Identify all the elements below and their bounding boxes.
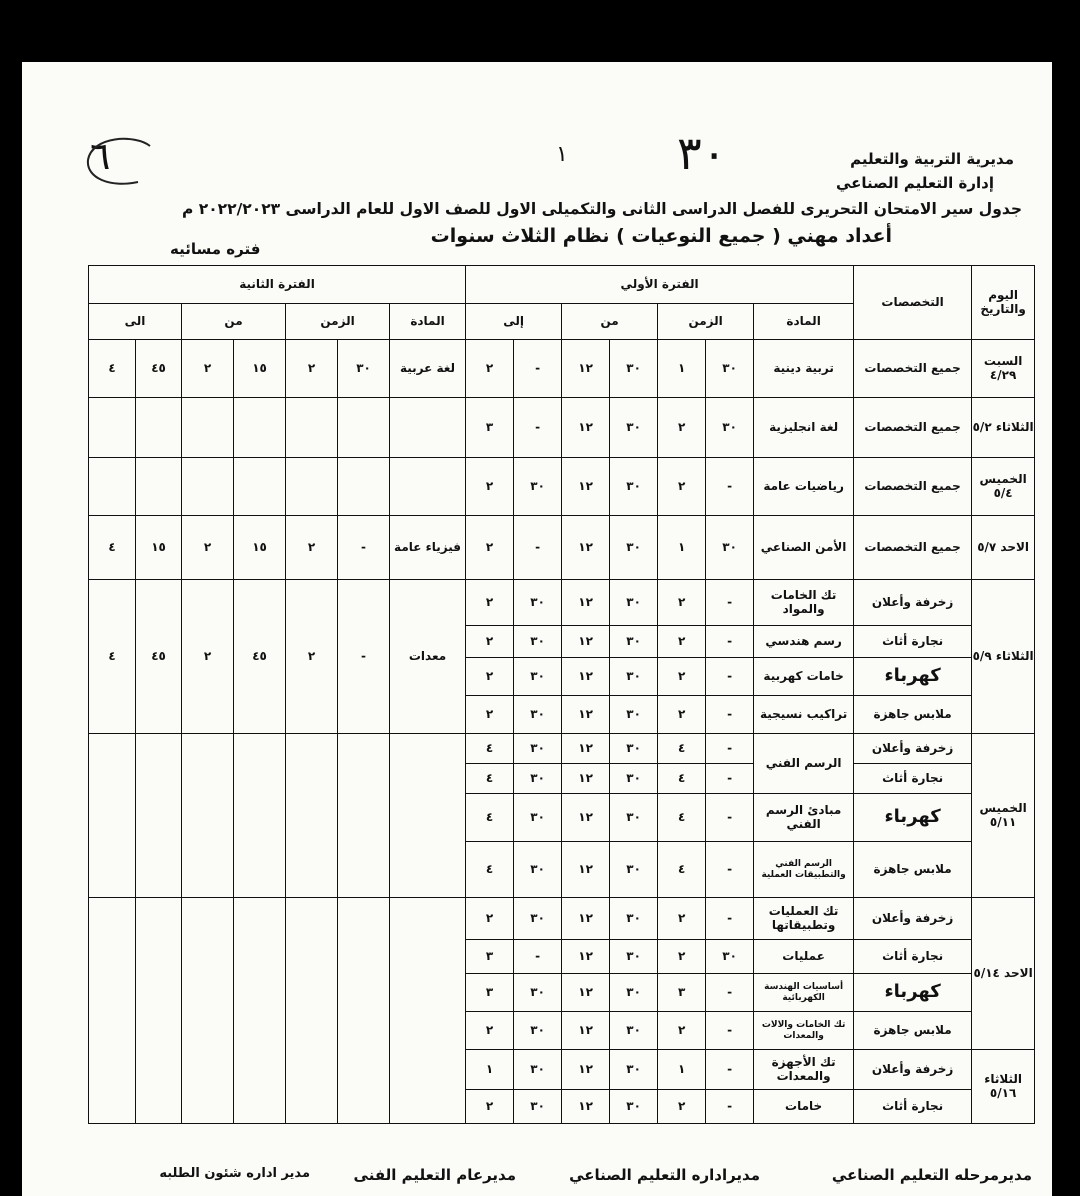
empty-cell xyxy=(234,398,286,458)
from-hours-cell: ١٢ xyxy=(562,626,610,658)
specialization-cell: نجارة أثاث xyxy=(854,626,972,658)
from-minutes-cell: ٣٠ xyxy=(610,794,658,842)
time-hours-cell: ١ xyxy=(658,1050,706,1090)
to-2-hours-cell: ٤ xyxy=(89,580,136,734)
to-minutes-cell: ٣٠ xyxy=(514,898,562,940)
from-hours-cell: ١٢ xyxy=(562,794,610,842)
from-2-hours-cell: ٢ xyxy=(182,516,234,580)
header-to-2: الى xyxy=(89,304,182,340)
time-hours-cell: ٤ xyxy=(658,842,706,898)
header-to-1: إلى xyxy=(466,304,562,340)
to-hours-cell: ٢ xyxy=(466,1090,514,1124)
time-2-minutes-cell: - xyxy=(338,516,390,580)
from-minutes-cell: ٣٠ xyxy=(610,1050,658,1090)
from-minutes-cell: ٣٠ xyxy=(610,898,658,940)
to-2-minutes-cell: ١٥ xyxy=(136,516,182,580)
time-minutes-cell: ٣٠ xyxy=(706,398,754,458)
time-minutes-cell: - xyxy=(706,1012,754,1050)
time-hours-cell: ١ xyxy=(658,340,706,398)
specialization-cell: جميع التخصصات xyxy=(854,398,972,458)
empty-cell xyxy=(182,898,234,1124)
subject-cell: خامات كهربية xyxy=(754,658,854,696)
from-minutes-cell: ٣٠ xyxy=(610,1090,658,1124)
to-minutes-cell: ٣٠ xyxy=(514,1090,562,1124)
time-hours-cell: ٣ xyxy=(658,974,706,1012)
time-minutes-cell: - xyxy=(706,764,754,794)
time-hours-cell: ٢ xyxy=(658,1090,706,1124)
signature-general-director: مديرعام التعليم الفنى xyxy=(353,1166,516,1184)
day-date-cell: السبت ٤/٢٩ xyxy=(972,340,1035,398)
to-hours-cell: ٢ xyxy=(466,340,514,398)
to-hours-cell: ٢ xyxy=(466,898,514,940)
from-hours-cell: ١٢ xyxy=(562,516,610,580)
from-minutes-cell: ٣٠ xyxy=(610,734,658,764)
to-hours-cell: ٣ xyxy=(466,940,514,974)
from-minutes-cell: ٣٠ xyxy=(610,516,658,580)
time-hours-cell: ٢ xyxy=(658,658,706,696)
from-hours-cell: ١٢ xyxy=(562,940,610,974)
empty-cell xyxy=(234,458,286,516)
to-minutes-cell: ٣٠ xyxy=(514,580,562,626)
to-2-minutes-cell: ٤٥ xyxy=(136,340,182,398)
time-minutes-cell: ٣٠ xyxy=(706,516,754,580)
subject-cell: تك العمليات وتطبيقاتها xyxy=(754,898,854,940)
subject-cell: تراكيب نسيجية xyxy=(754,696,854,734)
empty-cell xyxy=(89,398,136,458)
to-hours-cell: ٢ xyxy=(466,458,514,516)
subject-cell: الرسم الفني xyxy=(754,734,854,794)
subject-cell: تك الخامات والالات والمعدات xyxy=(754,1012,854,1050)
time-minutes-cell: - xyxy=(706,626,754,658)
from-2-minutes-cell: ١٥ xyxy=(234,516,286,580)
specialization-cell: نجارة أثاث xyxy=(854,940,972,974)
specialization-cell: ملابس جاهزة xyxy=(854,1012,972,1050)
specialization-cell: كهرباء xyxy=(854,974,972,1012)
from-minutes-cell: ٣٠ xyxy=(610,626,658,658)
from-2-minutes-cell: ٤٥ xyxy=(234,580,286,734)
time-minutes-cell: - xyxy=(706,580,754,626)
directorate-title: مديرية التربية والتعليم xyxy=(850,150,1014,168)
day-date-cell: الخميس ٥/٤ xyxy=(972,458,1035,516)
empty-cell xyxy=(136,398,182,458)
time-2-hours-cell: ٢ xyxy=(286,340,338,398)
time-hours-cell: ١ xyxy=(658,516,706,580)
empty-cell xyxy=(338,398,390,458)
table-row xyxy=(89,398,1035,458)
subject-cell: الرسم الفني والتطبيقات العملية xyxy=(754,842,854,898)
handwritten-number-thirty: ٣٠ xyxy=(677,126,727,180)
to-minutes-cell: - xyxy=(514,340,562,398)
time-minutes-cell: - xyxy=(706,898,754,940)
from-hours-cell: ١٢ xyxy=(562,458,610,516)
from-hours-cell: ١٢ xyxy=(562,1050,610,1090)
from-minutes-cell: ٣٠ xyxy=(610,458,658,516)
header-from-1: من xyxy=(562,304,658,340)
administration-title: إدارة التعليم الصناعي xyxy=(835,174,994,192)
subject-cell: رياضيات عامة xyxy=(754,458,854,516)
to-minutes-cell: ٣٠ xyxy=(514,764,562,794)
from-minutes-cell: ٣٠ xyxy=(610,764,658,794)
table-row xyxy=(89,734,1035,764)
to-hours-cell: ٤ xyxy=(466,794,514,842)
empty-cell xyxy=(390,898,466,1124)
from-minutes-cell: ٣٠ xyxy=(610,940,658,974)
exam-schedule-document xyxy=(22,62,1052,1196)
specialization-cell: نجارة أثاث xyxy=(854,1090,972,1124)
subject-cell: لغة انجليزية xyxy=(754,398,854,458)
to-hours-cell: ٢ xyxy=(466,626,514,658)
to-hours-cell: ٢ xyxy=(466,1012,514,1050)
subject-cell: خامات xyxy=(754,1090,854,1124)
to-hours-cell: ٢ xyxy=(466,580,514,626)
empty-cell xyxy=(182,398,234,458)
time-hours-cell: ٢ xyxy=(658,898,706,940)
evening-period-label: فتره مسائيه xyxy=(170,240,261,258)
table-row xyxy=(89,340,1035,398)
time-minutes-cell: - xyxy=(706,842,754,898)
specialization-cell: كهرباء xyxy=(854,794,972,842)
to-minutes-cell: ٣٠ xyxy=(514,974,562,1012)
schedule-subtitle: أعداد مهني ( جميع النوعيات ) نظام الثلاث سنوات xyxy=(430,225,892,247)
header-second-period: الفترة الثانية xyxy=(89,266,466,304)
from-minutes-cell: ٣٠ xyxy=(610,580,658,626)
empty-cell xyxy=(234,898,286,1124)
specialization-cell: زخرفة وأعلان xyxy=(854,734,972,764)
empty-cell xyxy=(136,734,182,898)
to-hours-cell: ٣ xyxy=(466,974,514,1012)
specialization-cell: زخرفة وأعلان xyxy=(854,898,972,940)
subject-cell: عمليات xyxy=(754,940,854,974)
time-hours-cell: ٢ xyxy=(658,1012,706,1050)
to-minutes-cell: ٣٠ xyxy=(514,734,562,764)
to-minutes-cell: - xyxy=(514,516,562,580)
subject-cell: تربية دينية xyxy=(754,340,854,398)
header-from-2: من xyxy=(182,304,286,340)
empty-cell xyxy=(338,734,390,898)
to-2-hours-cell: ٤ xyxy=(89,340,136,398)
to-minutes-cell: - xyxy=(514,398,562,458)
subject-cell: أساسيات الهندسة الكهربائية xyxy=(754,974,854,1012)
specialization-cell: جميع التخصصات xyxy=(854,516,972,580)
table-row xyxy=(89,458,1035,516)
time-hours-cell: ٢ xyxy=(658,940,706,974)
from-minutes-cell: ٣٠ xyxy=(610,658,658,696)
from-hours-cell: ١٢ xyxy=(562,658,610,696)
to-hours-cell: ٤ xyxy=(466,764,514,794)
signature-student-affairs: مدير اداره شئون الطلبه xyxy=(159,1166,310,1181)
time-minutes-cell: - xyxy=(706,658,754,696)
from-2-minutes-cell: ١٥ xyxy=(234,340,286,398)
empty-cell xyxy=(89,898,136,1124)
to-hours-cell: ٤ xyxy=(466,842,514,898)
exam-schedule-table xyxy=(88,265,1035,1124)
time-minutes-cell: - xyxy=(706,794,754,842)
subject-2-cell: فيزياء عامة xyxy=(390,516,466,580)
empty-cell xyxy=(286,458,338,516)
to-hours-cell: ٢ xyxy=(466,658,514,696)
to-minutes-cell: ٣٠ xyxy=(514,696,562,734)
from-2-hours-cell: ٢ xyxy=(182,340,234,398)
from-hours-cell: ١٢ xyxy=(562,734,610,764)
from-hours-cell: ١٢ xyxy=(562,580,610,626)
table-row xyxy=(89,580,1035,626)
time-2-hours-cell: ٢ xyxy=(286,580,338,734)
header-first-period: الفترة الأولي xyxy=(466,266,854,304)
to-minutes-cell: ٣٠ xyxy=(514,626,562,658)
from-hours-cell: ١٢ xyxy=(562,1090,610,1124)
to-minutes-cell: - xyxy=(514,940,562,974)
subject-cell: رسم هندسي xyxy=(754,626,854,658)
subject-cell: مبادئ الرسم الفني xyxy=(754,794,854,842)
specialization-cell: ملابس جاهزة xyxy=(854,696,972,734)
day-date-cell: الثلاثاء ٥/٩ xyxy=(972,580,1035,734)
specialization-cell: زخرفة وأعلان xyxy=(854,1050,972,1090)
empty-cell xyxy=(390,458,466,516)
specialization-cell: كهرباء xyxy=(854,658,972,696)
handwritten-circle xyxy=(80,132,160,192)
empty-cell xyxy=(286,398,338,458)
from-hours-cell: ١٢ xyxy=(562,398,610,458)
time-hours-cell: ٤ xyxy=(658,764,706,794)
from-minutes-cell: ٣٠ xyxy=(610,1012,658,1050)
empty-cell xyxy=(89,734,136,898)
header-day-date: اليوم والتاريخ xyxy=(972,266,1035,340)
to-minutes-cell: ٣٠ xyxy=(514,1050,562,1090)
empty-cell xyxy=(286,898,338,1124)
from-hours-cell: ١٢ xyxy=(562,340,610,398)
empty-cell xyxy=(234,734,286,898)
subject-2-cell: معدات xyxy=(390,580,466,734)
from-hours-cell: ١٢ xyxy=(562,764,610,794)
empty-cell xyxy=(136,898,182,1124)
empty-cell xyxy=(390,734,466,898)
time-2-minutes-cell: ٣٠ xyxy=(338,340,390,398)
empty-cell xyxy=(89,458,136,516)
empty-cell xyxy=(286,734,338,898)
to-minutes-cell: ٣٠ xyxy=(514,658,562,696)
time-hours-cell: ٤ xyxy=(658,734,706,764)
time-2-hours-cell: ٢ xyxy=(286,516,338,580)
empty-cell xyxy=(390,398,466,458)
from-hours-cell: ١٢ xyxy=(562,696,610,734)
specialization-cell: جميع التخصصات xyxy=(854,458,972,516)
to-hours-cell: ١ xyxy=(466,1050,514,1090)
header-subject-2: المادة xyxy=(390,304,466,340)
to-2-hours-cell: ٤ xyxy=(89,516,136,580)
handwritten-number-one: ١ xyxy=(556,142,568,167)
to-hours-cell: ٣ xyxy=(466,398,514,458)
empty-cell xyxy=(182,458,234,516)
from-hours-cell: ١٢ xyxy=(562,898,610,940)
header-specializations: التخصصات xyxy=(854,266,972,340)
empty-cell xyxy=(338,898,390,1124)
empty-cell xyxy=(338,458,390,516)
to-minutes-cell: ٣٠ xyxy=(514,794,562,842)
specialization-cell: زخرفة وأعلان xyxy=(854,580,972,626)
time-minutes-cell: - xyxy=(706,696,754,734)
empty-cell xyxy=(136,458,182,516)
time-minutes-cell: - xyxy=(706,1050,754,1090)
specialization-cell: جميع التخصصات xyxy=(854,340,972,398)
time-hours-cell: ٢ xyxy=(658,580,706,626)
specialization-cell: ملابس جاهزة xyxy=(854,842,972,898)
from-minutes-cell: ٣٠ xyxy=(610,398,658,458)
time-minutes-cell: ٣٠ xyxy=(706,940,754,974)
from-2-hours-cell: ٢ xyxy=(182,580,234,734)
from-hours-cell: ١٢ xyxy=(562,974,610,1012)
to-hours-cell: ٤ xyxy=(466,734,514,764)
to-minutes-cell: ٣٠ xyxy=(514,1012,562,1050)
time-2-minutes-cell: - xyxy=(338,580,390,734)
time-minutes-cell: - xyxy=(706,734,754,764)
from-minutes-cell: ٣٠ xyxy=(610,340,658,398)
subject-2-cell: لغة عربية xyxy=(390,340,466,398)
time-minutes-cell: - xyxy=(706,458,754,516)
time-hours-cell: ٤ xyxy=(658,794,706,842)
to-hours-cell: ٢ xyxy=(466,696,514,734)
signature-admin-director: مديراداره التعليم الصناعي xyxy=(569,1166,760,1184)
time-minutes-cell: - xyxy=(706,1090,754,1124)
time-minutes-cell: - xyxy=(706,974,754,1012)
signature-stage-director: مديرمرحله التعليم الصناعي xyxy=(831,1166,1032,1184)
header-time-2: الزمن xyxy=(286,304,390,340)
time-minutes-cell: ٣٠ xyxy=(706,340,754,398)
time-hours-cell: ٢ xyxy=(658,696,706,734)
time-hours-cell: ٢ xyxy=(658,458,706,516)
from-minutes-cell: ٣٠ xyxy=(610,696,658,734)
subject-cell: تك الخامات والمواد xyxy=(754,580,854,626)
from-minutes-cell: ٣٠ xyxy=(610,974,658,1012)
subject-cell: الأمن الصناعي xyxy=(754,516,854,580)
empty-cell xyxy=(182,734,234,898)
to-minutes-cell: ٣٠ xyxy=(514,458,562,516)
day-date-cell: الثلاثاء ٥/١٦ xyxy=(972,1050,1035,1124)
header-subject-1: المادة xyxy=(754,304,854,340)
schedule-title: جدول سير الامتحان التحريرى للفصل الدراسى الثانى والتكميلى الاول للصف الاول للعام الدراسى ٢٠٢٢/٢٠٢٣ م xyxy=(182,200,1022,218)
day-date-cell: الاحد ٥/٧ xyxy=(972,516,1035,580)
to-minutes-cell: ٣٠ xyxy=(514,842,562,898)
handwritten-page-number: ٦ xyxy=(90,134,111,178)
day-date-cell: الخميس ٥/١١ xyxy=(972,734,1035,898)
time-hours-cell: ٢ xyxy=(658,626,706,658)
from-hours-cell: ١٢ xyxy=(562,842,610,898)
table-row xyxy=(89,516,1035,580)
header-time-1: الزمن xyxy=(658,304,754,340)
table-row xyxy=(89,898,1035,940)
from-minutes-cell: ٣٠ xyxy=(610,842,658,898)
day-date-cell: الاحد ٥/١٤ xyxy=(972,898,1035,1050)
specialization-cell: نجارة أثاث xyxy=(854,764,972,794)
to-hours-cell: ٢ xyxy=(466,516,514,580)
to-2-minutes-cell: ٤٥ xyxy=(136,580,182,734)
day-date-cell: الثلاثاء ٥/٢ xyxy=(972,398,1035,458)
time-hours-cell: ٢ xyxy=(658,398,706,458)
from-hours-cell: ١٢ xyxy=(562,1012,610,1050)
subject-cell: تك الأجهزة والمعدات xyxy=(754,1050,854,1090)
